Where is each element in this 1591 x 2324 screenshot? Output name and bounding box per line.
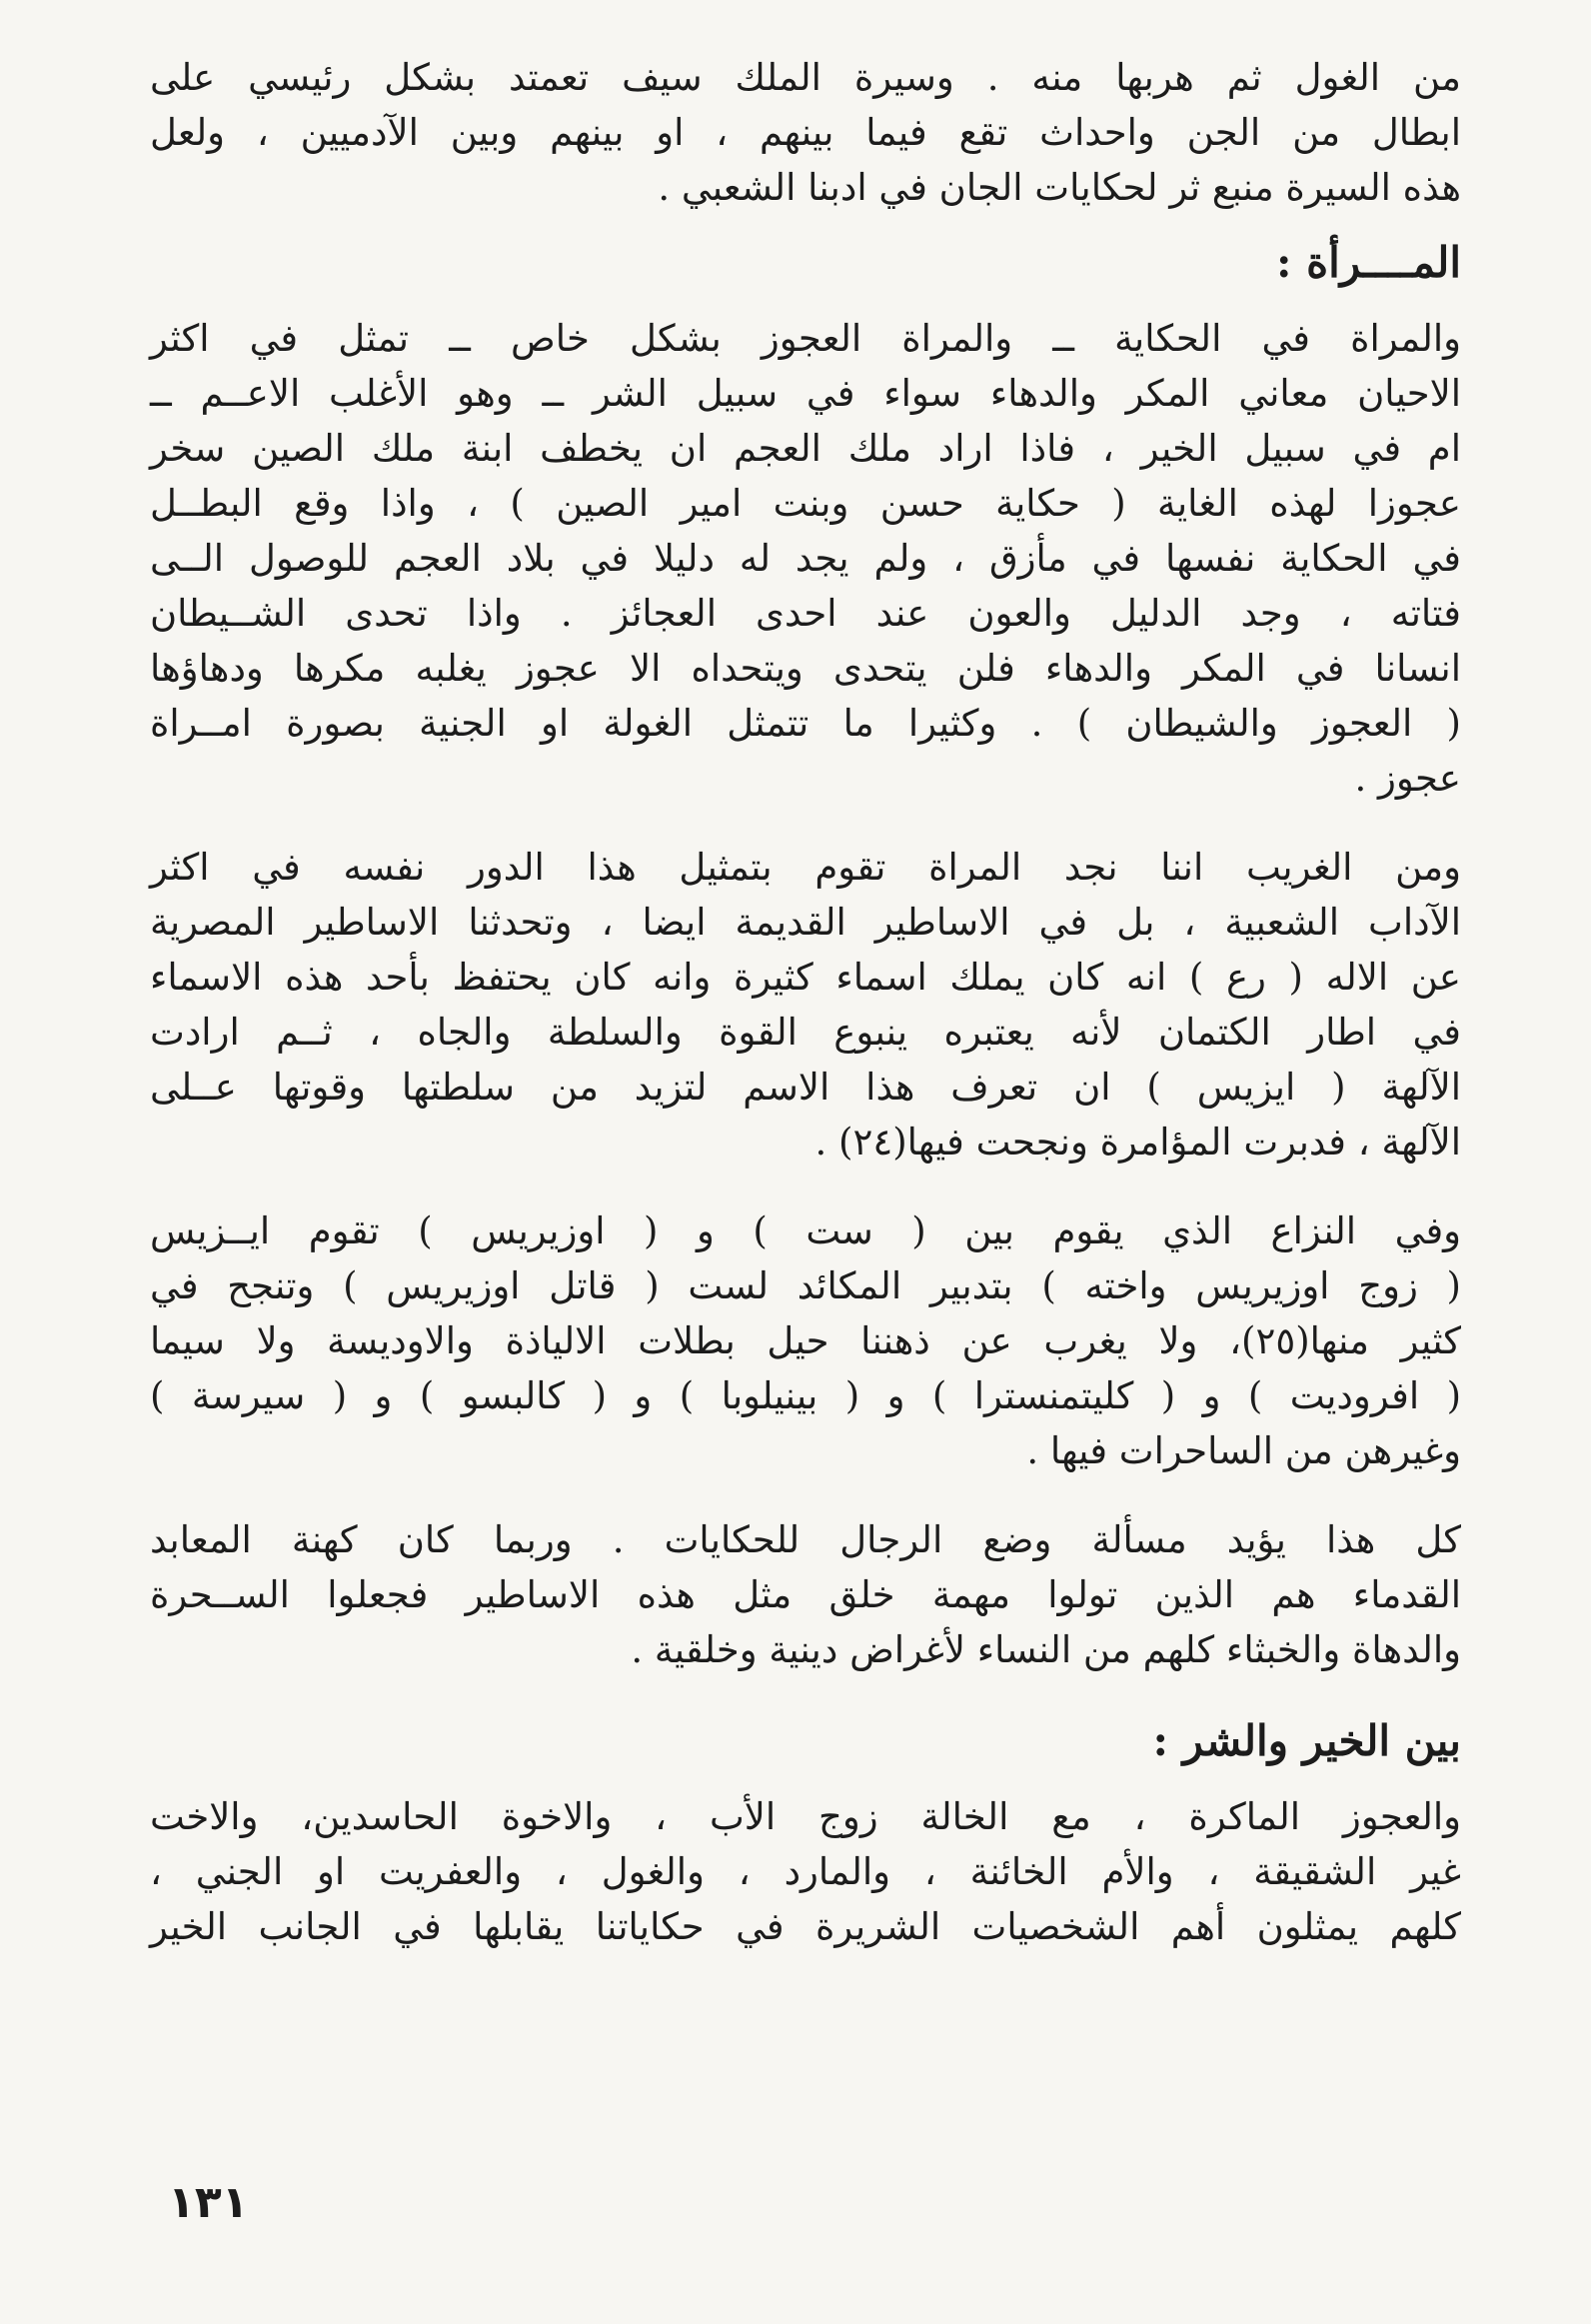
paragraph-line: انسانا في المكر والدهاء فلن يتحدى ويتحداه الا عجوز يغلبه مكرها ودهاؤها [150, 647, 1461, 690]
paragraph-line: ( افروديت ) و ( كليتمنسترا ) و ( بينيلوبا ) و ( كالبسو ) و ( سيرسة ) [150, 1374, 1461, 1417]
paragraph-line: كل هذا يؤيد مسألة وضع الرجال للحكايات . وربما كان كهنة المعابد [150, 1518, 1461, 1561]
paragraph-line: الآلهة ، فدبرت المؤامرة ونجحت فيها(٢٤) . [814, 1121, 1461, 1163]
good-evil-paragraph [150, 1789, 1461, 1954]
paragraph-line: عجوز . [1354, 757, 1461, 800]
paragraph-line: عجوزا لهذه الغاية ( حكاية حسن وبنت امير الصين ) ، واذا وقع البطــل [150, 482, 1461, 525]
paragraph-line: القدماء هم الذين تولوا مهمة خلق مثل هذه الاساطير فجعلوا الســحرة [150, 1573, 1461, 1616]
paragraph-line: والدهاة والخبثاء كلهم من النساء لأغراض دينية وخلقية . [631, 1628, 1461, 1671]
paragraph-line: من الغول ثم هربها منه . وسيرة الملك سيف تعمتد بشكل رئيسي على [150, 56, 1461, 99]
paragraph-line: وغيرهن من الساحرات فيها . [1026, 1429, 1461, 1472]
paragraph-line: غير الشقيقة ، والأم الخائنة ، والمارد ، والغول ، والعفريت او الجني ، [150, 1850, 1461, 1893]
paragraph-line: وفي النزاع الذي يقوم بين ( ست ) و ( اوزيريس ) تقوم ايــزيس [150, 1209, 1461, 1252]
paragraph-line: ام في سبيل الخير ، فاذا اراد ملك العجم ان يخطف ابنة ملك الصين سخر [150, 427, 1461, 470]
paragraph-line: والعجوز الماكرة ، مع الخالة زوج الأب ، والاخوة الحاسدين، والاخت [150, 1795, 1461, 1838]
page-body [150, 50, 1461, 1954]
paragraph-line: ( العجوز والشيطان ) . وكثيرا ما تتمثل الغولة او الجنية بصورة امــراة [150, 702, 1461, 745]
paragraph-line: الاحيان معاني المكر والدهاء سواء في سبيل الشر ــ وهو الأغلب الاعــم ــ [150, 372, 1461, 415]
intro-paragraph [150, 50, 1461, 215]
page-number: ١٣١ [168, 2177, 249, 2228]
paragraph-line: الآداب الشعبية ، بل في الاساطير القديمة ايضا ، وتحدثنا الاساطير المصرية [150, 901, 1461, 944]
section-heading-good-evil: بين الخير والشر : [1152, 1716, 1461, 1765]
section-heading-woman: المــــرأة : [1276, 238, 1461, 287]
woman-paragraph-4 [150, 1512, 1461, 1677]
woman-paragraph-2 [150, 840, 1461, 1169]
paragraph-line: ( زوج اوزيريس واخته ) بتدبير المكائد لست ( قاتل اوزيريس ) وتنجح في [150, 1264, 1461, 1307]
paragraph-line: ابطال من الجن واحداث تقع فيما بينهم ، او بينهم وبين الآدميين ، ولعل [150, 111, 1461, 154]
paragraph-line: في الحكاية نفسها في مأزق ، ولم يجد له دليلا في بلاد العجم للوصول الــى [150, 537, 1461, 580]
paragraph-line: ومن الغريب اننا نجد المراة تقوم بتمثيل هذا الدور نفسه في اكثر [150, 846, 1461, 889]
paragraph-line: في اطار الكتمان لأنه يعتبره ينبوع القوة والسلطة والجاه ، ثــم ارادت [150, 1011, 1461, 1054]
woman-paragraph-3 [150, 1203, 1461, 1478]
paragraph-line: عن الاله ( رع ) انه كان يملك اسماء كثيرة وانه كان يحتفظ بأحد هذه الاسماء [150, 956, 1461, 999]
paragraph-line: هذه السيرة منبع ثر لحكايات الجان في ادبنا الشعبي . [658, 166, 1461, 209]
paragraph-line: كلهم يمثلون أهم الشخصيات الشريرة في حكاياتنا يقابلها في الجانب الخير [150, 1905, 1461, 1948]
woman-paragraph-1 [150, 311, 1461, 806]
paragraph-line: كثير منها(٢٥)، ولا يغرب عن ذهننا حيل بطلات الالياذة والاوديسة ولا سيما [150, 1319, 1462, 1362]
paragraph-line: والمراة في الحكاية ــ والمراة العجوز بشكل خاص ــ تمثل في اكثر [150, 317, 1461, 360]
paragraph-line: الآلهة ( ايزيس ) ان تعرف هذا الاسم لتزيد من سلطتها وقوتها عــلى [150, 1066, 1461, 1109]
paragraph-line: فتاته ، وجد الدليل والعون عند احدى العجائز . واذا تحدى الشــيطان [150, 592, 1461, 635]
